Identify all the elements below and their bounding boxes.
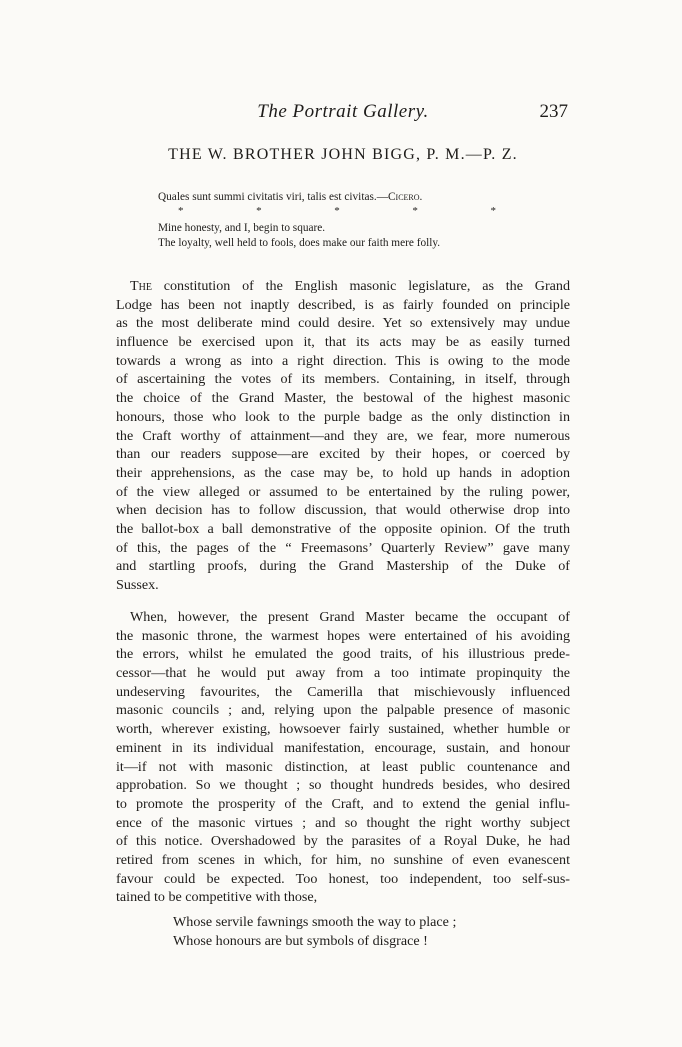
lead-word: The [130,278,152,294]
paragraph-2 [116,608,570,907]
paragraph-1 [116,277,570,595]
paragraph-line: when decision has to follow discussion, that would otherwise drop into [116,502,570,519]
star-ornament: * [256,205,262,217]
paragraph-line: cessor—that he would put away from a too intimate propinquity the [116,665,570,682]
paragraph-line: worth, wherever existing, howsoever fairly sustained, whether humble or [116,721,570,738]
quote-line: Whose servile fawnings smooth the way to place ; [173,914,457,930]
page-number: 237 [539,101,568,122]
paragraph-line: When, however, the present Grand Master became the occupant of [130,609,570,625]
paragraph-line: The constitution of the English masonic legislature, as the Grand [130,278,570,294]
paragraph-line: the masonic throne, the warmest hopes were entertained of his avoiding [116,627,570,644]
star-ornament: * [490,205,496,217]
paragraph-line: Sussex. [116,577,159,593]
paragraph-line: masonic councils ; and, relying upon the palpable presence of masonic [116,702,570,719]
paragraph-line: towards a wrong as into a right direction. This is owing to the mode [116,352,570,369]
epigraph-attribution: Cicero. [388,191,423,203]
paragraph-line: favour could be expected. Too honest, too independent, too self-sus- [116,870,570,887]
paragraph-line: the ballot-box a ball demonstrative of the opposite opinion. Of the truth [116,520,570,537]
paragraph-line: honours, those who look to the purple badge as the only distinction in [116,408,570,425]
paragraph-line: of this, the pages of the “ Freemasons’ Quarterly Review” gave many [116,539,570,556]
paragraph-line: undeserving favourites, the Camerilla that mischievously influenced [116,683,570,700]
paragraph-line: their apprehensions, as the case may be, to hold up hands in adoption [116,464,570,481]
paragraph-line: the Craft worthy of attainment—and they are, we fear, more numerous [116,427,570,444]
article-title: THE W. BROTHER JOHN BIGG, P. M.—P. Z. [168,146,518,163]
epigraph-verse-2: The loyalty, well held to fools, does make our faith mere folly. [158,237,441,249]
epigraph-latin-text: Quales sunt summi civitatis viri, talis est civitas.— [158,191,388,203]
paragraph-line: retired from scenes in which, for him, no sunshine of even evanescent [116,851,570,868]
paragraph-line: of this notice. Overshadowed by the parasites of a Royal Duke, he had [116,833,570,850]
star-ornament: * [334,205,340,217]
paragraph-line: tained to be competitive with those, [116,889,318,906]
paragraph-line: Lodge has been not inaptly described, is as fairly founded on principle [116,296,570,313]
paragraph-line: of ascertaining the votes of its members. Containing, in itself, through [116,371,570,388]
star-ornament: * [178,205,184,217]
epigraph-latin [158,190,558,205]
paragraph-line: it—if not with masonic distinction, at least public countenance and [116,758,570,775]
paragraph-line: the choice of the Grand Master, the bestowal of the highest masonic [116,390,570,407]
paragraph-line: of the view alleged or assumed to be entertained by the ruling power, [116,483,570,500]
star-ornament: * [412,205,418,217]
paragraph-line: the errors, whilst he emulated the good traits, of his illustrious prede- [116,646,570,663]
paragraph-line: ence of the masonic virtues ; and so thought the right worthy subject [116,814,570,831]
epigraph-verse-1: Mine honesty, and I, begin to square. [158,222,326,234]
paragraph-line: than our readers suppose—are excited by their hopes, or coerced by [116,446,570,463]
running-head [116,101,570,127]
paragraph-line: influence be exercised upon it, that its acts may be as easily turned [116,334,570,351]
running-title: The Portrait Gallery. [257,101,429,122]
quote-line: Whose honours are but symbols of disgrace ! [173,933,428,949]
paragraph-line: approbation. So we thought ; so thought hundreds besides, who desired [116,777,570,794]
paragraph-line: eminent in its individual manifestation, encourage, sustain, and honour [116,739,570,756]
paragraph-line: as the most deliberate mind could desire. Yet so extensively may undue [116,315,570,332]
paragraph-line: and startling proofs, during the Grand Mastership of the Duke of [116,558,570,575]
closing-quote [173,913,553,951]
epigraph-stars [178,205,496,219]
paragraph-line: to promote the prosperity of the Craft, and to extend the genial influ- [116,795,570,812]
